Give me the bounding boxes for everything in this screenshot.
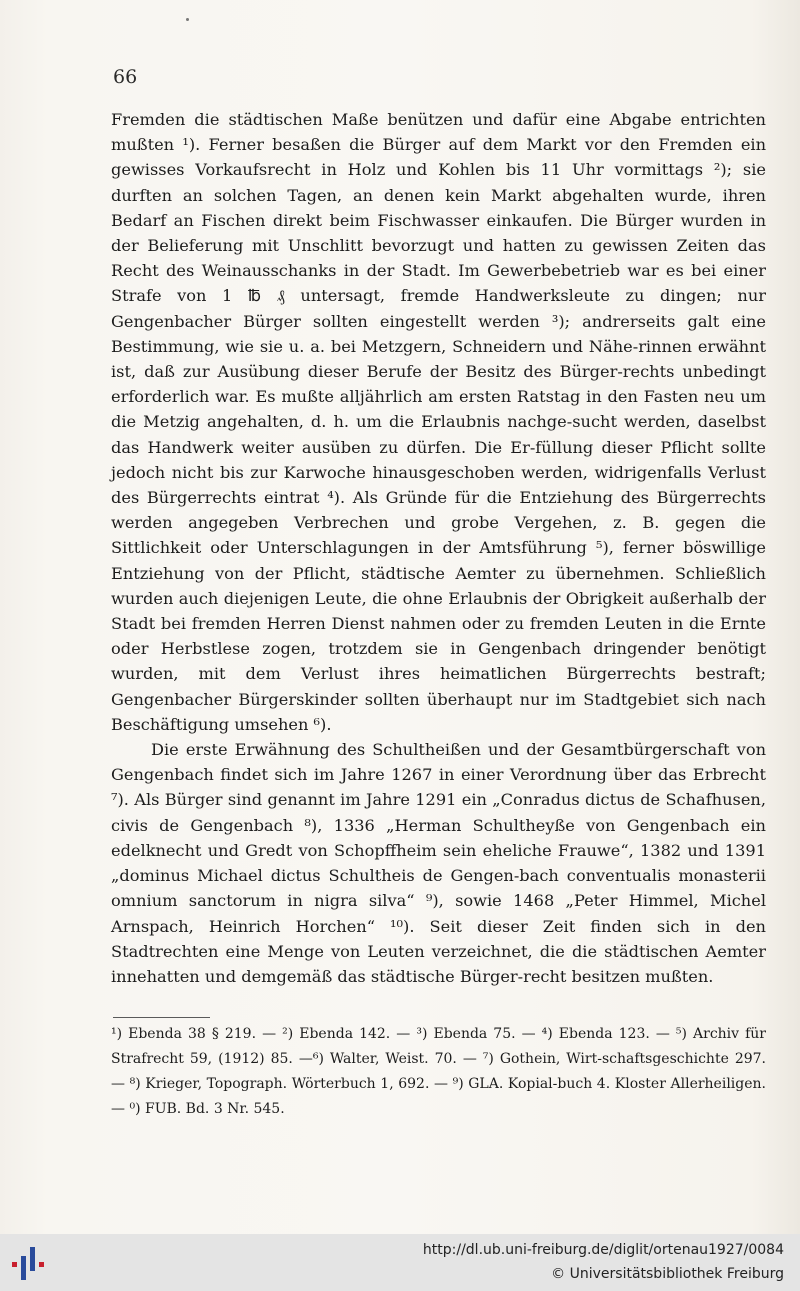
copyright-text: © Universitätsbibliothek Freiburg xyxy=(551,1266,784,1282)
paragraph-1: Fremden die städtischen Maße benützen und dafür eine Abgabe entrichten mußten ¹). Ferner besaßen die Bürger auf dem Markt vor den Fremden ein gewisses Vorkaufsrecht in Holz und Kohlen bis 11 Uhr vormittags ²); sie durften an solchen Tagen, an denen kein Markt abgehalten wurde, ihren Bedarf an Fischen direkt beim Fischwasser einkaufen. Die Bürger wurden in der Belieferung mit Unschlitt bevorzugt und hatten zu gewissen Zeiten das Recht des Weinausschanks in der Stadt. Im Gewerbebetrieb war es bei einer Strafe von 1 ℔ ₰ untersagt, fremde Handwerksleute zu dingen; nur Gengenbacher Bürger sollten eingestellt werden ³); andrerseits galt eine Bestimmung, wie sie u. a. bei Metzgern, Schneidern und Nähe-rinnen erwähnt ist, daß zur Ausübung dieser Berufe der Besitz des Bürger-rechts unbedingt erforderlich war. Es mußte alljährlich am ersten Ratstag in den Fasten neu um die Metzig angehalten, d. h. um die Erlaubnis nachge-sucht werden, daselbst das Handwerk weiter ausüben zu dürfen. Die Er-füllung dieser Pflicht sollte jedoch nicht bis zur Karwoche hinausgeschoben werden, widrigenfalls Verlust des Bürgerrechts eintrat ⁴). Als Gründe für die Entziehung des Bürgerrechts werden angegeben Verbrechen und grobe Vergehen, z. B. gegen die Sittlichkeit oder Unterschlagungen in der Amtsführung ⁵), ferner böswillige Entziehung von der Pflicht, städtische Aemter zu übernehmen. Schließlich wurden auch diejenigen Leute, die ohne Erlaubnis der Obrigkeit außerhalb der Stadt bei fremden Herren Dienst nahmen oder zu fremden Leuten in die Ernte oder Herbstlese zogen, trotzdem sie in Gengenbach dringender benötigt wurden, mit dem Verlust ihres heimatlichen Bürgerrechts bestraft; Gengenbacher Bürgerskinder sollten überhaupt nur im Stadtgebiet sich nach Beschäftigung umsehen ⁶). xyxy=(111,110,766,734)
page-number: 66 xyxy=(113,66,138,88)
body-text xyxy=(111,107,766,989)
paragraph-2: Die erste Erwähnung des Schultheißen und der Gesamtbürgerschaft von Gengenbach findet sich im Jahre 1267 in einer Verordnung über das Erbrecht ⁷). Als Bürger sind genannt im Jahre 1291 ein „Conradus dictus de Schafhusen, civis de Gengenbach ⁸), 1336 „Herman Schultheyße von Gengenbach ein edelknecht und Gredt von Schopffheim sein eheliche Frauwe“, 1382 und 1391 „dominus Michael dictus Schultheis de Gengen-bach conventualis monasterii omnium sanctorum in nigra silva“ ⁹), sowie 1468 „Peter Himmel, Michel Arnspach, Heinrich Horchen“ ¹⁰). Seit dieser Zeit finden sich in den Stadtrechten eine Menge von Leuten verzeichnet, die die städtischen Aemter innehatten und demgemäß das städtische Bürger-recht besitzen mußten. xyxy=(111,740,766,986)
footnote-divider xyxy=(113,1017,210,1018)
footnotes: ¹) Ebenda 38 § 219. — ²) Ebenda 142. — ³) Ebenda 75. — ⁴) Ebenda 123. — ⁵) Archiv für Strafrecht 59, (1912) 85. —⁶) Walter, Weist. 70. — ⁷) Gothein, Wirt-schaftsgeschichte 297. — ⁸) Krieger, Topograph. Wörterbuch 1, 692. — ⁹) GLA. Kopial-buch 4. Kloster Allerheiligen. — ⁰) FUB. Bd. 3 Nr. 545. xyxy=(111,1026,766,1117)
permalink-url[interactable]: http://dl.ub.uni-freiburg.de/diglit/ortenau1927/0084 xyxy=(422,1242,784,1258)
viewer-footer xyxy=(0,1234,800,1291)
ub-freiburg-logo-icon xyxy=(8,1243,50,1285)
scan-speck xyxy=(186,18,189,21)
